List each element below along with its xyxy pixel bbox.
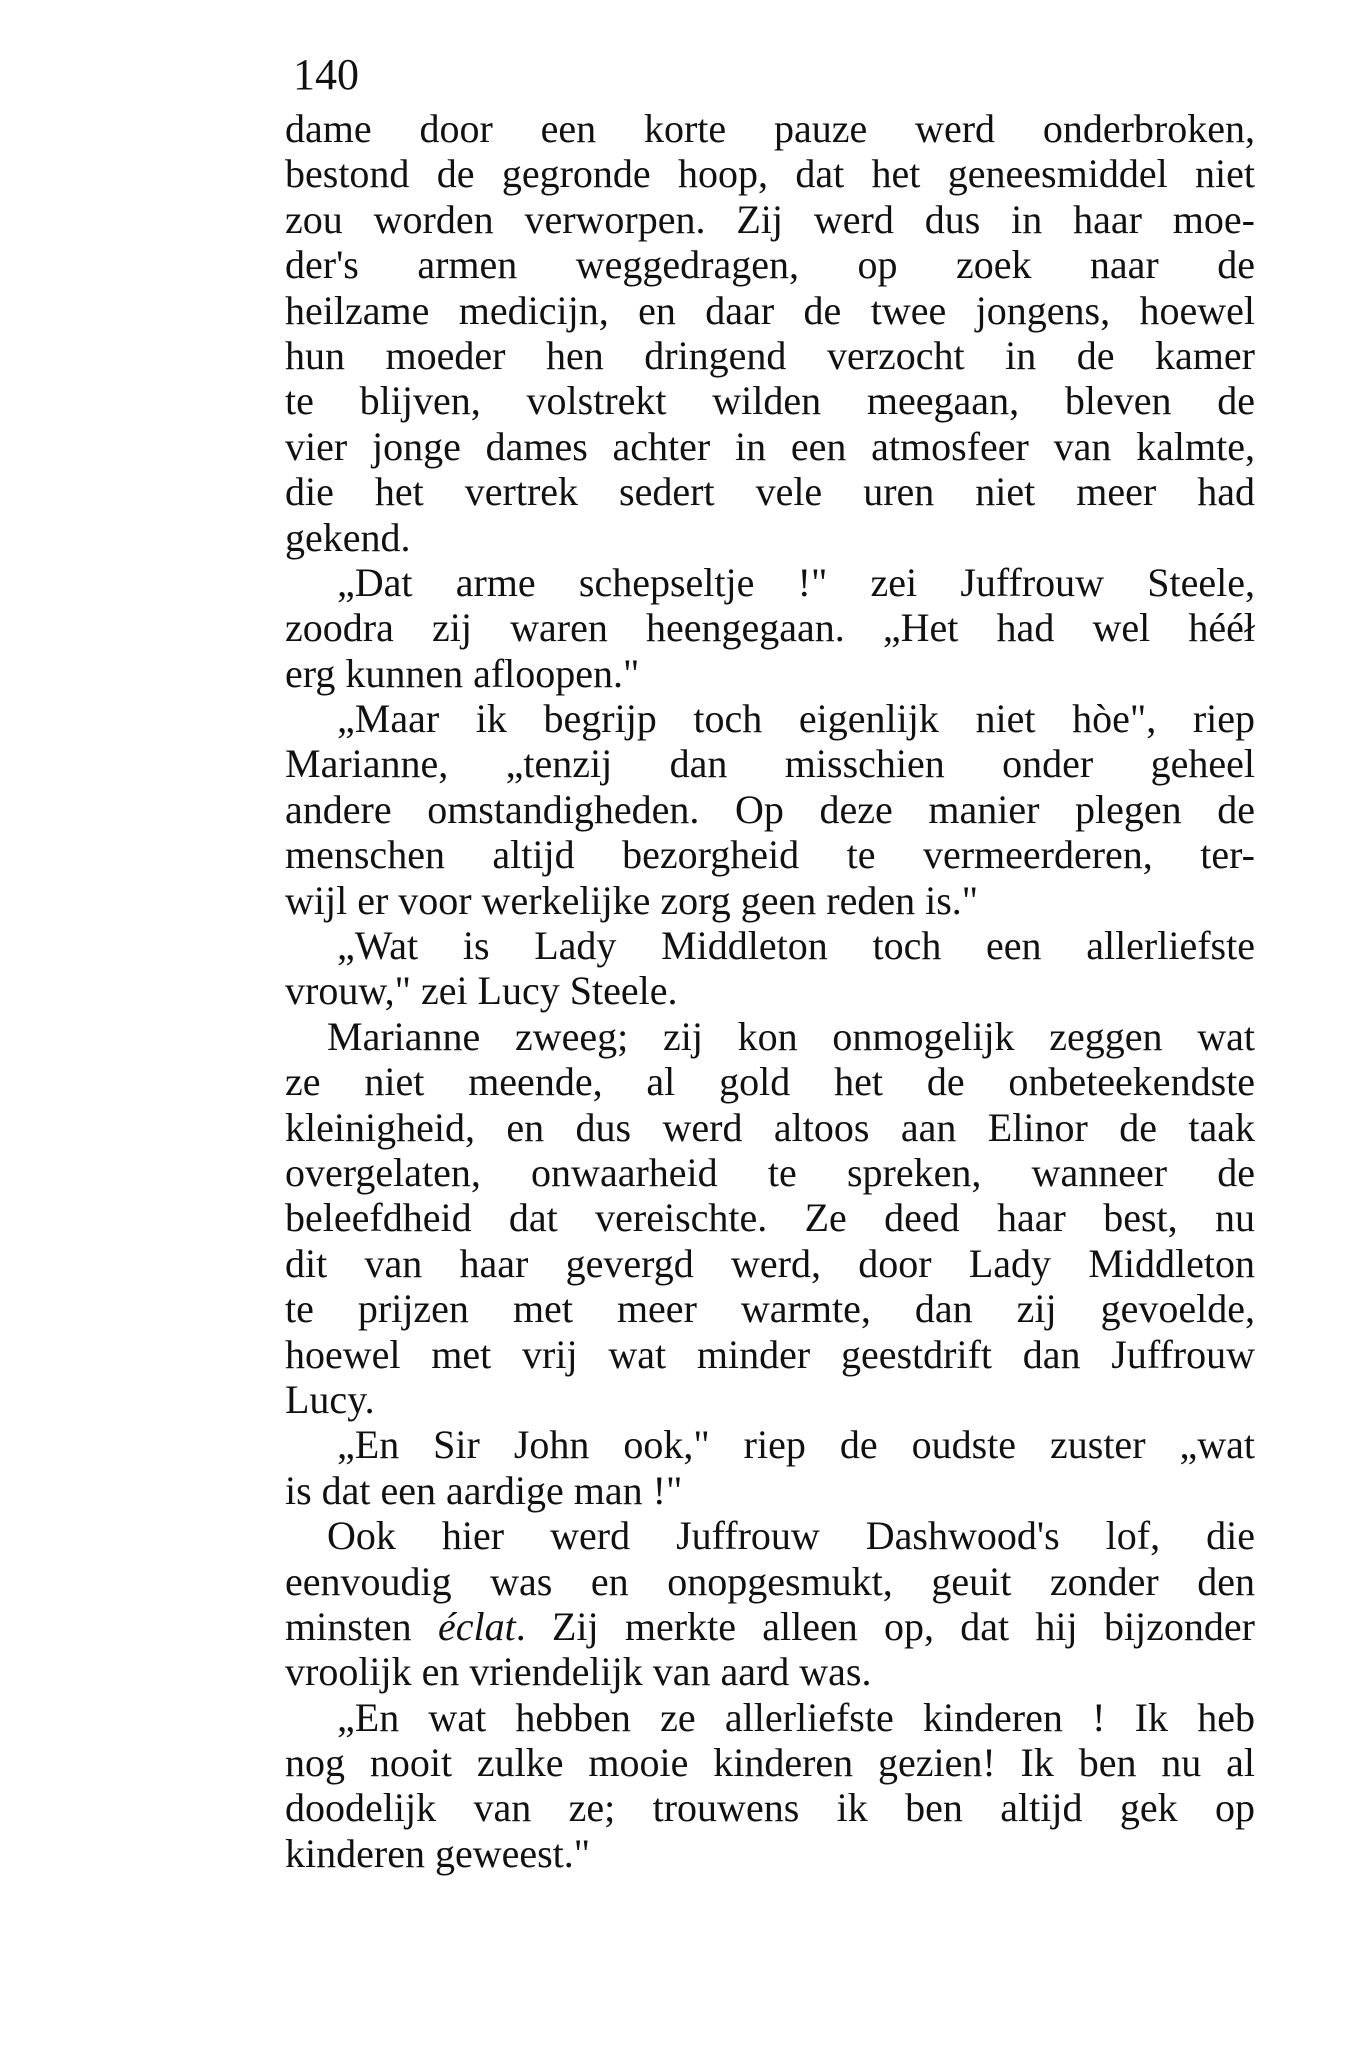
text-line: zou worden verworpen. Zij werd dus in haar moe- <box>285 196 1255 242</box>
text-line: erg kunnen afloopen." <box>285 650 640 696</box>
text-line: dit van haar gevergd werd, door Lady Middleton <box>285 1240 1255 1286</box>
text-line: hun moeder hen dringend verzocht in de kamer <box>285 332 1255 378</box>
text-line: menschen altijd bezorgheid te vermeerderen, ter- <box>285 832 1255 878</box>
body-text <box>285 106 1255 1876</box>
text-line: „En Sir John ook," riep de oudste zuster „wat <box>337 1422 1255 1468</box>
text-line: „Maar ik begrijp toch eigenlijk niet hòe", riep <box>337 696 1255 742</box>
text-line-with-italic <box>285 1604 1255 1649</box>
text-line: vrouw," zei Lucy Steele. <box>285 968 678 1014</box>
text-line: Lucy. <box>285 1376 375 1422</box>
page-number: 140 <box>293 50 359 99</box>
text-line: hoewel met vrij wat minder geestdrift dan Juffrouw <box>285 1331 1255 1377</box>
text-line: Marianne, „tenzij dan misschien onder geheel <box>285 741 1255 787</box>
text-line: Ook hier werd Juffrouw Dashwood's lof, die <box>327 1513 1255 1559</box>
text-line: „En wat hebben ze allerliefste kinderen ! Ik heb <box>337 1694 1255 1740</box>
text-line: eenvoudig was en onopgesmukt, geuit zonder den <box>285 1558 1255 1604</box>
text-line: wijl er voor werkelijke zorg geen reden is." <box>285 877 979 923</box>
text-run: . Zij merkte alleen op, dat hij bijzonder <box>515 1603 1255 1649</box>
text-line: kinderen geweest." <box>285 1830 591 1876</box>
text-line: dame door een korte pauze werd onderbroken, <box>285 106 1255 151</box>
text-line: der's armen weggedragen, op zoek naar de <box>285 242 1255 288</box>
text-line: ze niet meende, al gold het de onbeteekendste <box>285 1059 1255 1105</box>
text-line: overgelaten, onwaarheid te spreken, wanneer de <box>285 1149 1255 1195</box>
text-line: vroolijk en vriendelijk van aard was. <box>285 1649 872 1695</box>
italic-word: éclat <box>437 1603 516 1649</box>
text-line: heilzame medicijn, en daar de twee jongens, hoewel <box>285 287 1255 333</box>
text-line: zoodra zij waren heengegaan. „Het had wel hééł <box>285 605 1255 651</box>
text-run: minsten <box>285 1603 438 1649</box>
text-line: vier jonge dames achter in een atmosfeer van kalmte, <box>285 423 1255 469</box>
text-line: beleefdheid dat vereischte. Ze deed haar best, nu <box>285 1195 1255 1241</box>
text-line: te prijzen met meer warmte, dan zij gevoelde, <box>285 1286 1255 1332</box>
text-line: Marianne zweeg; zij kon onmogelijk zeggen wat <box>327 1013 1255 1059</box>
text-line: is dat een aardige man !" <box>285 1467 683 1513</box>
text-line: kleinigheid, en dus werd altoos aan Elinor de taak <box>285 1104 1255 1150</box>
text-line: nog nooit zulke mooie kinderen gezien! Ik ben nu al <box>285 1740 1255 1786</box>
text-line: doodelijk van ze; trouwens ik ben altijd gek op <box>285 1785 1255 1831</box>
text-line: die het vertrek sedert vele uren niet meer had <box>285 469 1255 515</box>
text-line: bestond de gegronde hoop, dat het geneesmiddel niet <box>285 151 1255 197</box>
text-line: „Dat arme schepseltje !" zei Juffrouw Steele, <box>337 559 1255 605</box>
text-line: „Wat is Lady Middleton toch een allerliefste <box>337 923 1255 969</box>
text-line: te blijven, volstrekt wilden meegaan, bleven de <box>285 378 1255 424</box>
text-line: andere omstandigheden. Op deze manier plegen de <box>285 786 1255 832</box>
text-line: gekend. <box>285 514 411 560</box>
